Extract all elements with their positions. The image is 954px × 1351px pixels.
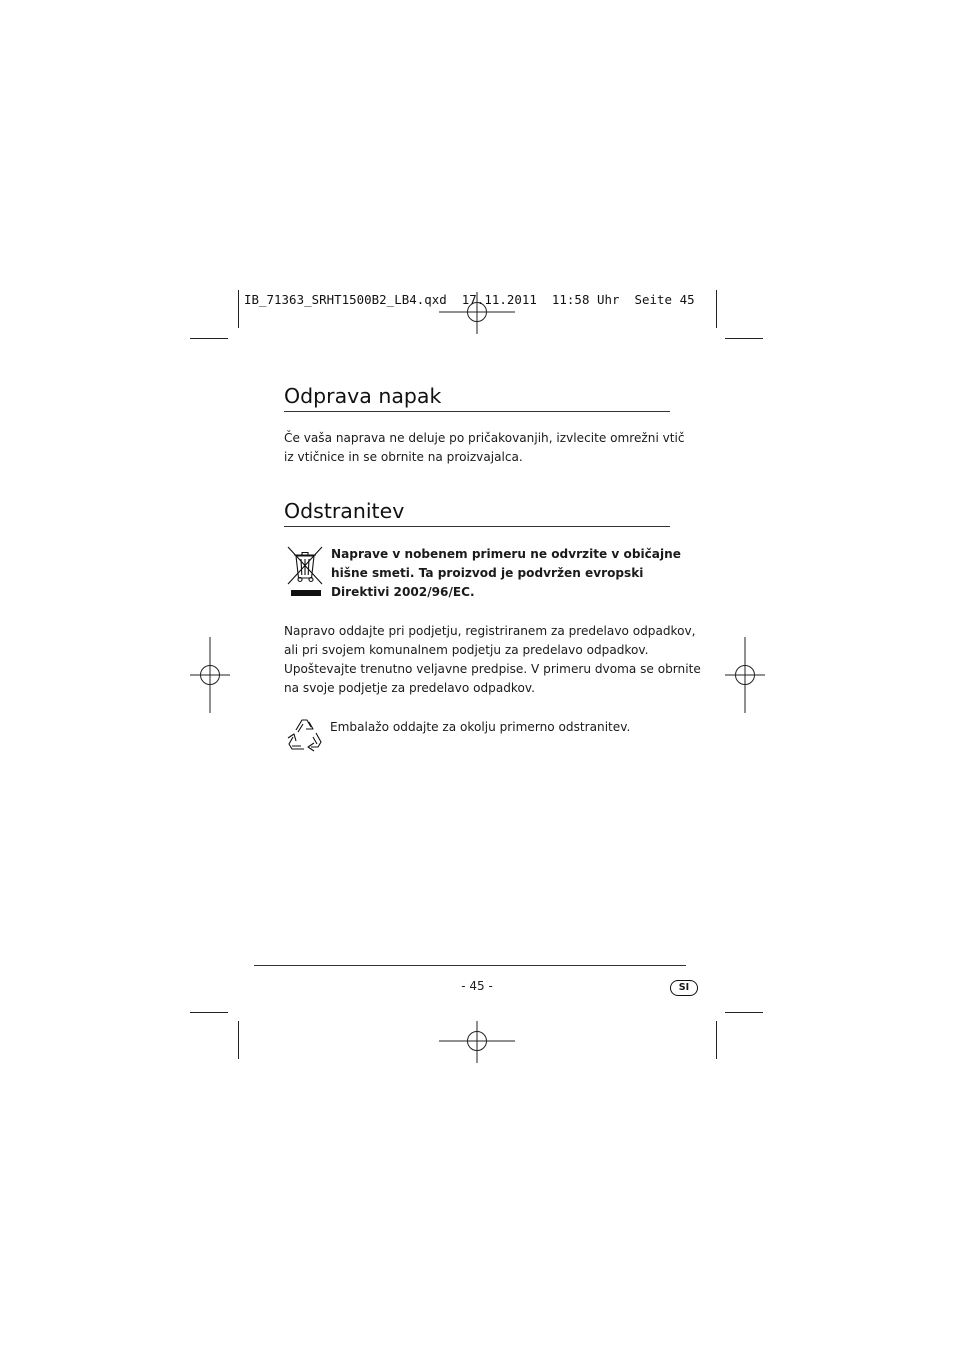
crop-mark bbox=[190, 1012, 228, 1013]
language-badge: SI bbox=[670, 980, 698, 996]
disposal-body-text bbox=[284, 622, 701, 698]
text-line: Embalažo oddajte za okolju primerno odstranitev. bbox=[330, 720, 631, 734]
crop-mark bbox=[716, 290, 717, 328]
registration-mark-icon bbox=[725, 637, 765, 713]
text-line: hišne smeti. Ta proizvod je podvržen evropski bbox=[331, 566, 644, 580]
crop-mark bbox=[238, 290, 239, 328]
crop-mark bbox=[725, 338, 763, 339]
registration-mark-icon bbox=[439, 1021, 515, 1063]
troubleshooting-text bbox=[284, 429, 684, 467]
crop-mark bbox=[190, 338, 228, 339]
text-line: na svoje podjetje za predelavo odpadkov. bbox=[284, 681, 535, 695]
text-line: ali pri svojem komunalnem podjetju za predelavo odpadkov. bbox=[284, 643, 649, 657]
footer-rule bbox=[254, 965, 686, 966]
text-line: Naprave v nobenem primeru ne odvrzite v običajne bbox=[331, 547, 681, 561]
text-line: Če vaša naprava ne deluje po pričakovanjih, izvlecite omrežni vtič bbox=[284, 431, 685, 445]
section-heading-troubleshooting: Odprava napak bbox=[284, 384, 442, 408]
file-slug-line: IB_71363_SRHT1500B2_LB4.qxd 17.11.2011 11:58 Uhr Seite 45 bbox=[244, 292, 695, 307]
text-line: Napravo oddajte pri podjetju, registriranem za predelavo odpadkov, bbox=[284, 624, 696, 638]
disposal-warning-text bbox=[331, 545, 691, 602]
heading-rule bbox=[284, 526, 670, 527]
text-line: Upoštevajte trenutno veljavne predpise. V primeru dvoma se obrnite bbox=[284, 662, 701, 676]
text-line: Direktivi 2002/96/EC. bbox=[331, 585, 475, 599]
crop-mark bbox=[725, 1012, 763, 1013]
packaging-text bbox=[330, 718, 690, 737]
crossed-out-wheelie-bin-icon bbox=[286, 544, 324, 600]
registration-mark-icon bbox=[190, 637, 230, 713]
recycling-symbol-icon bbox=[284, 716, 324, 754]
crop-mark bbox=[238, 1021, 239, 1059]
heading-rule bbox=[284, 411, 670, 412]
crop-mark bbox=[716, 1021, 717, 1059]
section-heading-disposal: Odstranitev bbox=[284, 499, 405, 523]
page-number: - 45 - bbox=[461, 979, 493, 993]
text-line: iz vtičnice in se obrnite na proizvajalca. bbox=[284, 450, 523, 464]
